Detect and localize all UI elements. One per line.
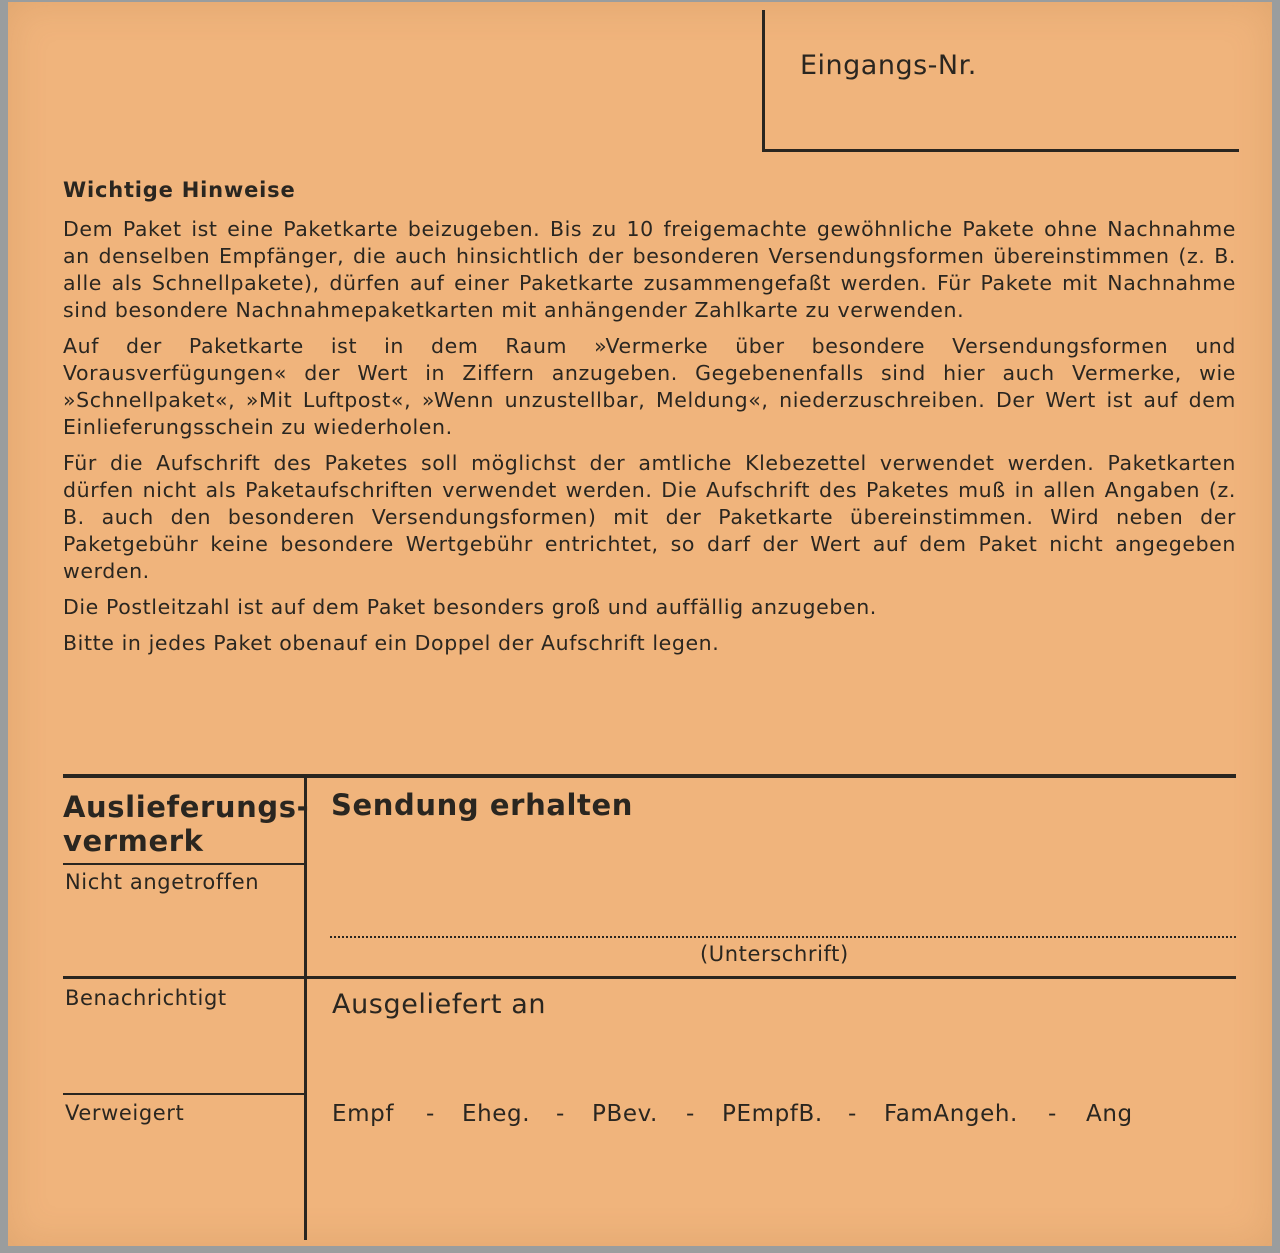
form-top-rule <box>63 774 1236 778</box>
recipient-options <box>332 1101 1133 1127</box>
eingang-nr-box <box>762 10 1239 152</box>
eingang-nr-label: Eingangs-Nr. <box>800 50 977 81</box>
benachrichtigt-label: Benachrichtigt <box>65 986 227 1010</box>
option-empf[interactable]: Empf <box>332 1101 395 1127</box>
option-separator: - <box>556 1101 565 1127</box>
verweigert-label: Verweigert <box>65 1101 185 1125</box>
option-separator: - <box>426 1101 435 1127</box>
option-eheg[interactable]: Eheg. <box>462 1101 531 1127</box>
notes-title: Wichtige Hinweise <box>63 178 296 202</box>
unterschrift-label: (Unterschrift) <box>700 942 849 966</box>
sendung-erhalten-label: Sendung erhalten <box>331 788 634 822</box>
ausgeliefert-an-label: Ausgeliefert an <box>332 989 547 1020</box>
important-notes <box>63 178 1236 666</box>
notes-paragraph: Für die Aufschrift des Paketes soll möglichst der amtliche Klebezettel verwendet werden. Paketkarten dürfen nicht als Paketaufschriften verwendet werden. Die Aufschrift des Paketes muß in allen Angaben (z. B. auch den besonderen Versendungsformen) mit der Paketkarte übereinstimmen. Wird neben der Paketgebühr keine besondere Wertgebühr entrichtet, so darf der Wert auf dem Paket nicht angegeben werden. <box>63 451 1236 583</box>
signature-line[interactable] <box>330 936 1236 938</box>
notes-paragraph: Auf der Paketkarte ist in dem Raum »Vermerke über besondere Versendungsformen und Vorausverfügungen« der Wert in Ziffern anzugeben. Gegebenenfalls sind hier auch Vermerke, wie »Schnellpaket«, »Mit Luftpost«, »Wenn unzustellbar, Meldung«, niederzuschreiben. Der Wert ist auf dem Einlieferungsschein zu wiederholen. <box>63 334 1236 439</box>
option-ang[interactable]: Ang <box>1086 1101 1133 1127</box>
left-lower-rule <box>63 1093 304 1095</box>
notes-paragraph: Dem Paket ist eine Paketkarte beizugeben. Bis zu 10 freigemachte gewöhnliche Pakete ohne Nachnahme an denselben Empfänger, die auch hinsichtlich der besonderen Versendungsformen übereinstimmen (z. B. alle als Schnellpakete), dürfen auf einer Paketkarte zusammengefaßt werden. Für Pakete mit Nachnahme sind besondere Nachnahmepaketkarten mit anhängender Zahlkarte zu verwenden. <box>63 217 1236 322</box>
notes-paragraph: Bitte in jedes Paket obenauf ein Doppel der Aufschrift legen. <box>63 631 720 655</box>
nicht-angetroffen-label: Nicht angetroffen <box>65 870 260 894</box>
option-pbev[interactable]: PBev. <box>592 1101 658 1127</box>
left-title-rule <box>63 863 304 865</box>
option-separator: - <box>686 1101 695 1127</box>
middle-rule <box>63 976 1236 979</box>
notes-paragraph: Die Postleitzahl ist auf dem Paket besonders groß und auffällig anzugeben. <box>63 595 877 619</box>
option-famangeh[interactable]: FamAngeh. <box>884 1101 1018 1127</box>
option-separator: - <box>848 1101 857 1127</box>
auslieferungsvermerk-title: Auslieferungs- vermerk <box>63 790 310 858</box>
option-pempfb[interactable]: PEmpfB. <box>722 1101 823 1127</box>
option-separator: - <box>1048 1101 1057 1127</box>
